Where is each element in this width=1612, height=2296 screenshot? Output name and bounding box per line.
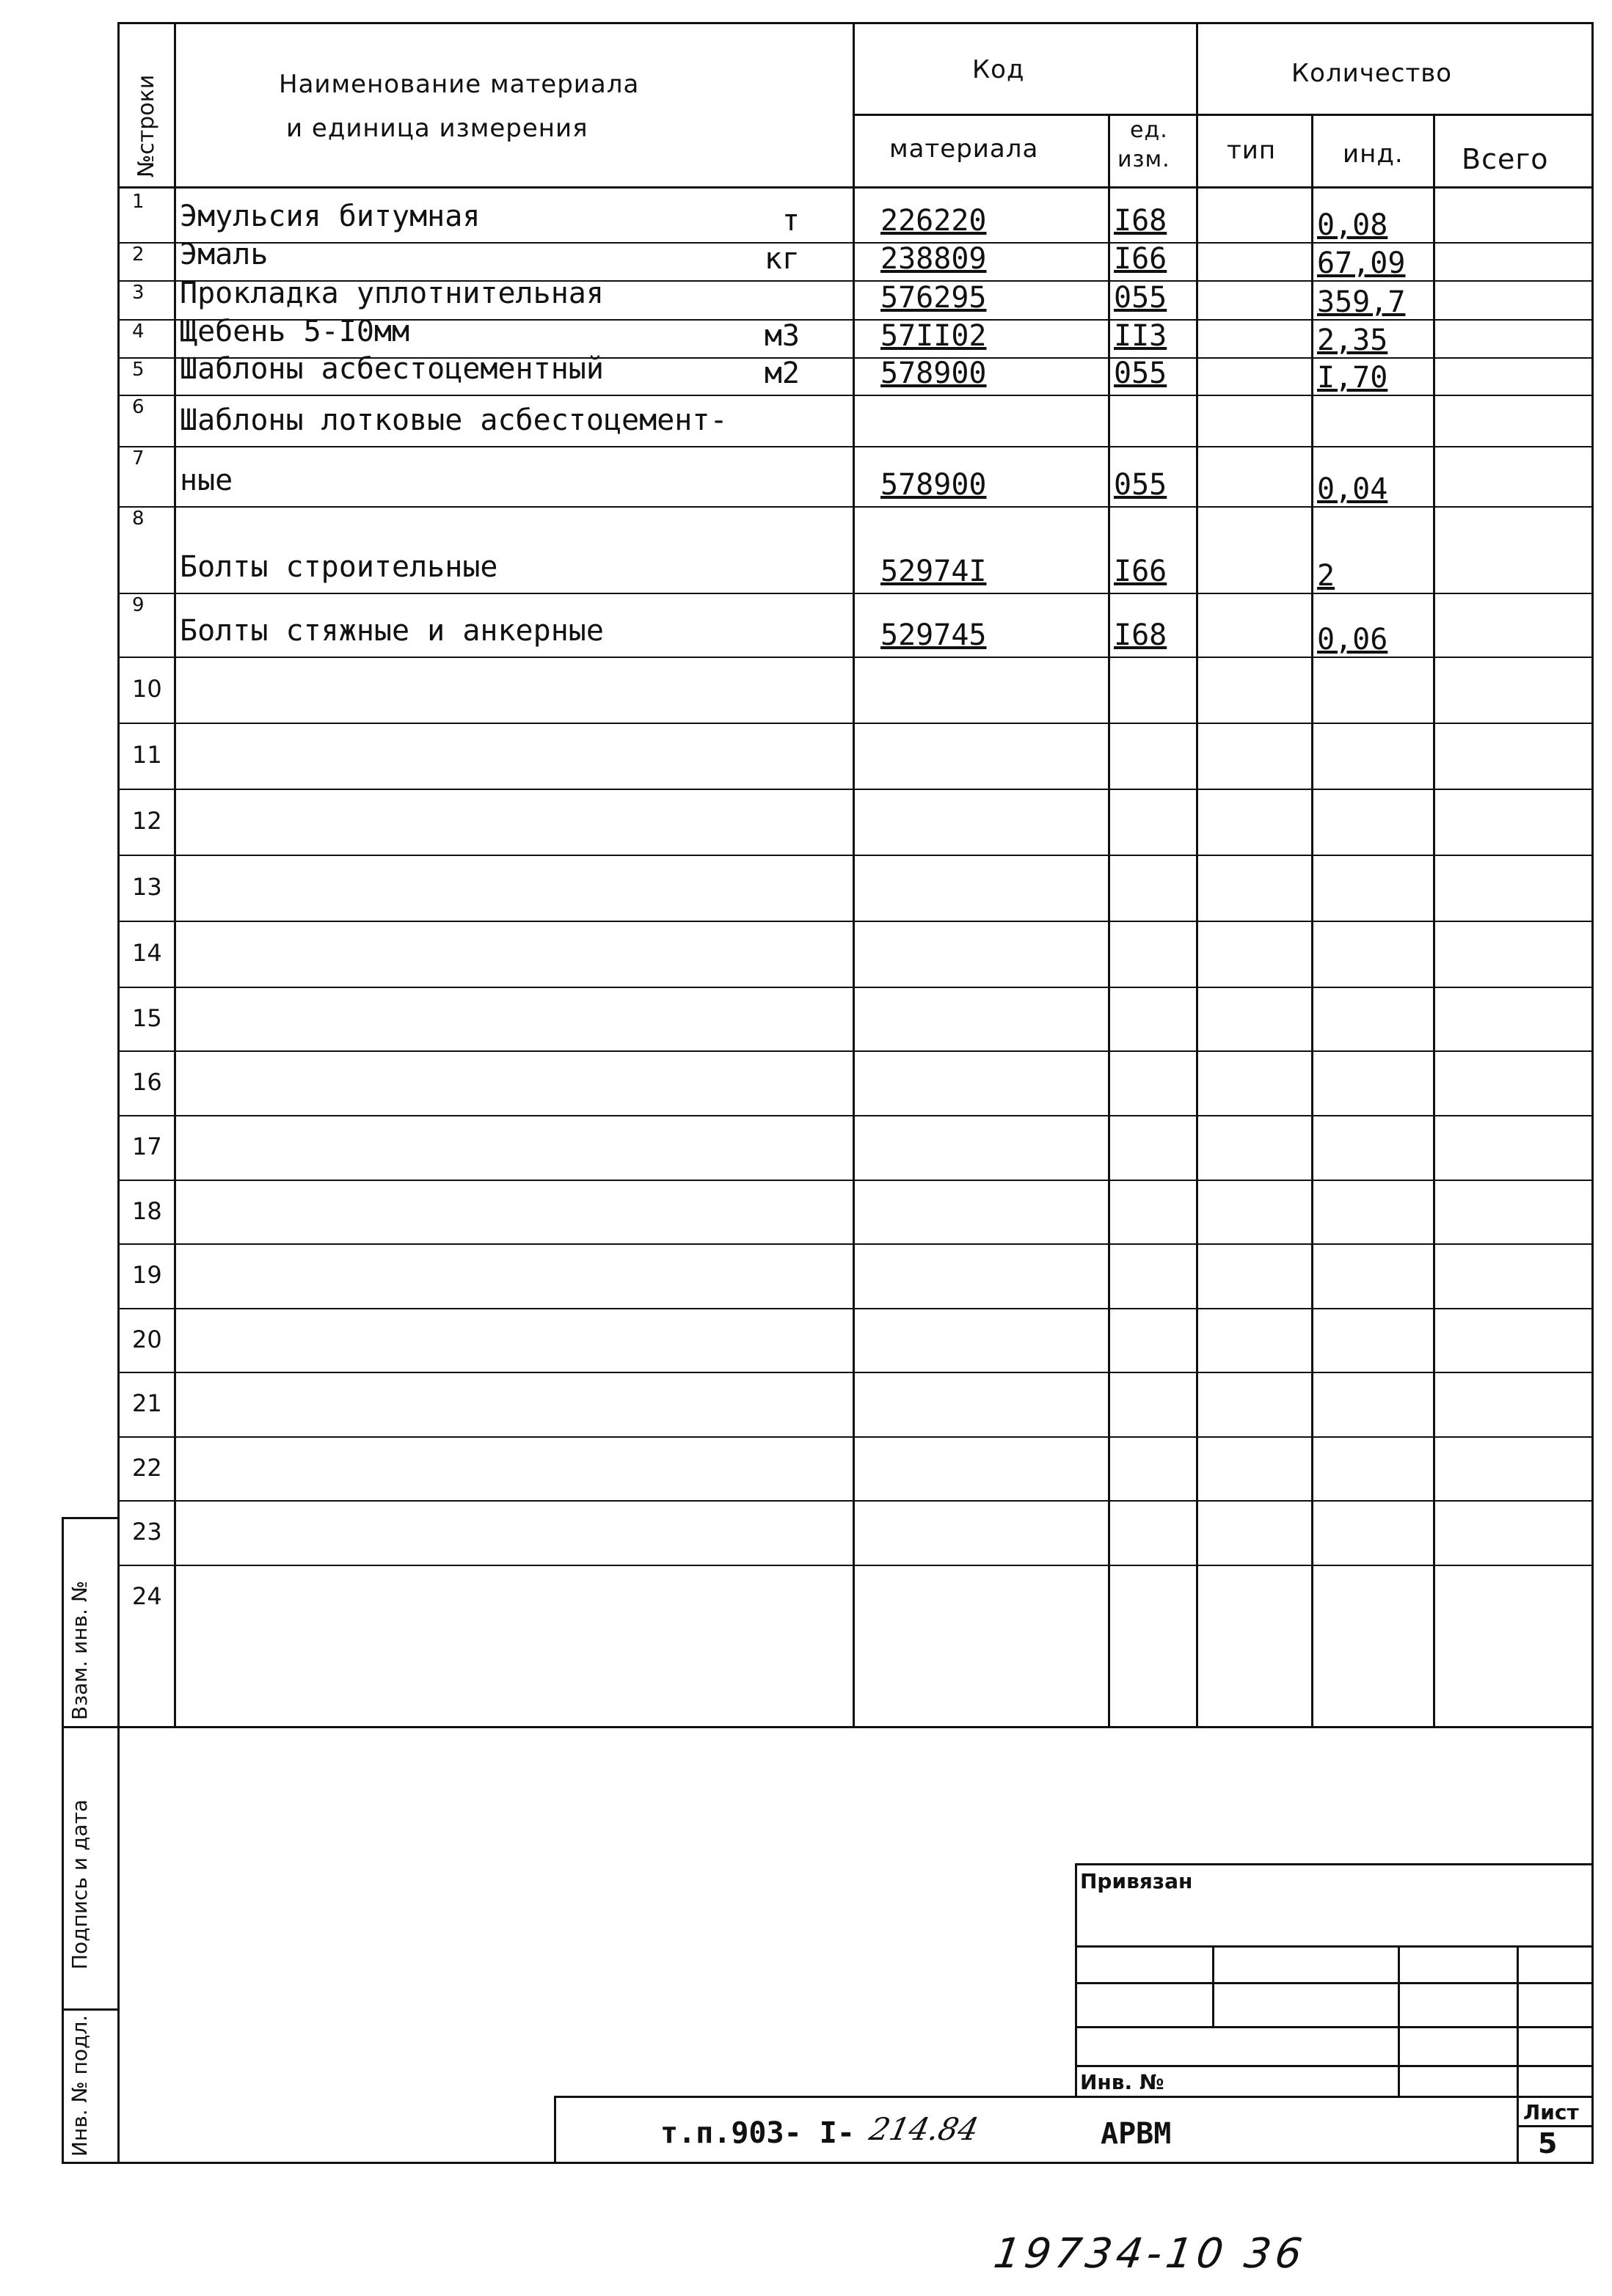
- cell-no: 4: [132, 321, 145, 343]
- cell-no: 1: [132, 191, 145, 213]
- cell-ind: I,70: [1317, 361, 1388, 395]
- cell-no: 17: [132, 1133, 162, 1160]
- cell-ind: 0,08: [1317, 208, 1388, 242]
- cell-code: 226220: [880, 204, 987, 238]
- cell-no: 14: [132, 939, 162, 967]
- header-material: материала: [889, 134, 1039, 164]
- table-row: [0, 921, 1612, 987]
- cell-ucode: I68: [1114, 204, 1167, 238]
- cell-no: 9: [132, 594, 145, 616]
- cell-no: 8: [132, 508, 145, 530]
- cell-name: Болты стяжные и анкерные: [180, 614, 604, 648]
- cell-name: Прокладка уплотнительная: [180, 277, 604, 310]
- cell-no: 13: [132, 873, 162, 901]
- side-inv-podl: Инв. № подл.: [68, 2014, 92, 2157]
- inv-no-label: Инв. №: [1080, 2070, 1164, 2094]
- cell-ind: 2,35: [1317, 323, 1388, 357]
- cell-no: 20: [132, 1325, 162, 1353]
- sheet-label: Лист: [1523, 2100, 1579, 2124]
- cell-code: 238809: [880, 242, 987, 276]
- cell-ucode: I66: [1114, 555, 1167, 588]
- table-row: [0, 189, 1612, 242]
- cell-no: 21: [132, 1389, 162, 1417]
- cell-no: 12: [132, 807, 162, 835]
- table-row: [0, 1372, 1612, 1436]
- table-row: [0, 1243, 1612, 1308]
- table-row: [0, 1436, 1612, 1500]
- cell-code: 529745: [880, 618, 987, 652]
- cell-ucode: II3: [1114, 319, 1167, 353]
- header-row-no: №строки: [134, 74, 159, 178]
- cell-ind: 0,06: [1317, 623, 1388, 657]
- cell-no: 6: [132, 396, 145, 418]
- cell-ind: 0,04: [1317, 472, 1388, 506]
- table-row: [0, 657, 1612, 723]
- table-row: [0, 1180, 1612, 1243]
- cell-no: 5: [132, 359, 145, 381]
- table-row: [0, 1115, 1612, 1180]
- cell-code: 578900: [880, 357, 987, 390]
- cell-name: Эмаль: [180, 238, 269, 271]
- header-total: Всего: [1462, 143, 1549, 175]
- table-row: [0, 789, 1612, 855]
- cell-no: 19: [132, 1261, 162, 1289]
- cell-code: 578900: [880, 468, 987, 502]
- cell-unit: кг: [764, 242, 800, 276]
- table-row: [0, 1565, 1612, 1628]
- table-row: [0, 855, 1612, 921]
- header-ind: инд.: [1343, 139, 1404, 169]
- cell-name: Щебень 5-I0мм: [180, 315, 410, 348]
- side-podpis: Подпись и дата: [68, 1799, 92, 1970]
- header-code: Код: [972, 55, 1025, 84]
- cell-code: 52974I: [880, 555, 987, 588]
- cell-code: 576295: [880, 281, 987, 315]
- side-vzam: Взам. инв. №: [68, 1580, 92, 1720]
- table-row: [0, 395, 1612, 446]
- cell-no: 16: [132, 1068, 162, 1096]
- cell-ucode: I68: [1114, 618, 1167, 652]
- header-name-line1: Наименование материала: [279, 70, 640, 99]
- archive-number: 19734-10 36: [991, 2230, 1310, 2278]
- table-row: [0, 987, 1612, 1050]
- cell-ucode: I66: [1114, 242, 1167, 276]
- table-row: [0, 723, 1612, 789]
- table-row: [0, 1308, 1612, 1372]
- cell-ucode: 055: [1114, 468, 1167, 502]
- cell-code: 57II02: [880, 319, 987, 353]
- table-row: [0, 446, 1612, 506]
- cell-name: ные: [180, 464, 233, 497]
- table-row: [0, 238, 1612, 280]
- cell-name: Шаблоны асбестоцементный: [180, 352, 604, 386]
- table-row: [0, 277, 1612, 319]
- header-unit-1: ед.: [1130, 117, 1168, 143]
- table-row: [0, 1050, 1612, 1115]
- cell-no: 15: [132, 1003, 162, 1032]
- cell-no: 2: [132, 244, 145, 266]
- table-row: [0, 593, 1612, 657]
- cell-unit: м3: [764, 319, 800, 353]
- cell-ind: 67,09: [1317, 246, 1406, 280]
- header-unit-2: изм.: [1117, 147, 1170, 172]
- cell-name: Эмульсия битумная: [180, 200, 481, 233]
- header-name-line2: и единица измерения: [286, 114, 588, 143]
- cell-no: 18: [132, 1196, 162, 1225]
- doc-code: т.п.903- I-: [660, 2116, 855, 2150]
- cell-ucode: 055: [1114, 281, 1167, 315]
- header-type: тип: [1227, 136, 1277, 165]
- cell-unit: м2: [764, 357, 800, 390]
- table-row: [0, 1500, 1612, 1565]
- cell-no: 22: [132, 1453, 162, 1482]
- cell-unit: т: [781, 204, 800, 238]
- doc-code-handwritten: 214.84: [866, 2111, 982, 2147]
- sheet-number: 5: [1538, 2127, 1558, 2160]
- cell-ind: 359,7: [1317, 285, 1406, 319]
- cell-no: 10: [132, 675, 162, 703]
- cell-no: 11: [132, 741, 162, 769]
- header-quantity: Количество: [1291, 59, 1453, 88]
- cell-no: 24: [132, 1582, 162, 1610]
- cell-name: Шаблоны лотковые асбестоцемент-: [180, 403, 728, 437]
- cell-no: 23: [132, 1518, 162, 1546]
- privyazan-label: Привязан: [1080, 1869, 1193, 1893]
- cell-name: Болты строительные: [180, 550, 498, 584]
- cell-ind: 2: [1317, 559, 1335, 593]
- cell-no: 7: [132, 447, 145, 469]
- table-row: [0, 506, 1612, 593]
- table-row: [0, 352, 1612, 395]
- cell-no: 3: [132, 282, 145, 304]
- cell-ucode: 055: [1114, 357, 1167, 390]
- doc-mark: АРВМ: [1101, 2117, 1172, 2151]
